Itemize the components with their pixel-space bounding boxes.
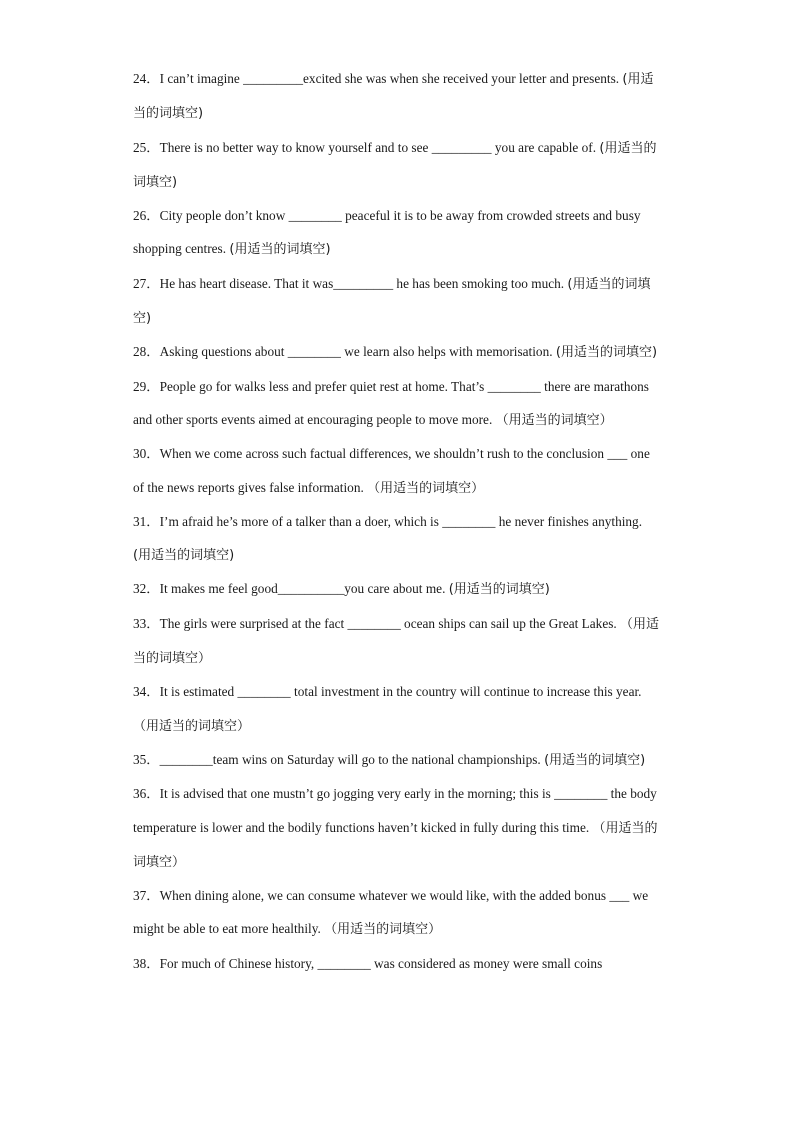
question-item: [133, 879, 663, 947]
answer-blank[interactable]: ________: [442, 513, 496, 529]
question-number: 38．: [133, 955, 160, 971]
question-text: team wins on Saturday will go to the national championships.: [212, 751, 545, 767]
question-item: [133, 607, 663, 676]
question-number: 37．: [133, 888, 160, 904]
question-text: we learn also helps with memorisation.: [340, 344, 556, 360]
question-text: he never finishes anything.: [495, 513, 643, 529]
answer-blank[interactable]: ________: [237, 684, 291, 700]
question-item: [133, 267, 663, 336]
question-text: we might be able to eat more healthily.: [133, 888, 649, 937]
question-number: 24．: [133, 71, 160, 86]
question-text: was considered as money were small coins: [370, 955, 603, 971]
question-item: [133, 437, 663, 505]
question-text: It makes me feel good: [159, 581, 278, 597]
instruction-hint: （用适当的词填空）: [133, 718, 251, 734]
answer-blank[interactable]: _________: [431, 139, 492, 155]
instruction-hint: (用适当的词填空): [133, 276, 651, 327]
instruction-hint: (用适当的词填空): [133, 548, 235, 564]
answer-blank[interactable]: ________: [317, 955, 371, 971]
question-text: For much of Chinese history,: [159, 955, 318, 971]
question-text: City people don’t know: [159, 208, 289, 224]
question-item: [133, 675, 663, 743]
question-number: 35．: [133, 751, 160, 767]
instruction-hint: (用适当的词填空): [133, 72, 654, 122]
question-item: [133, 62, 663, 131]
instruction-hint: （用适当的词填空）: [133, 616, 660, 667]
question-text: total investment in the country will continue to increase this year.: [290, 684, 642, 700]
answer-blank[interactable]: ________: [487, 378, 541, 394]
question-text: you care about me.: [344, 581, 449, 597]
answer-blank[interactable]: __________: [277, 581, 345, 597]
question-number: 32．: [133, 581, 160, 597]
question-text: When we come across such factual differences, we shouldn’t rush to the conclusion: [159, 446, 608, 462]
question-number: 34．: [133, 684, 160, 700]
answer-blank[interactable]: ________: [287, 344, 341, 360]
question-text: I can’t imagine: [159, 71, 244, 86]
question-number: 27．: [133, 275, 160, 291]
question-text: It is advised that one mustn’t go jogging very early in the morning; this is: [159, 786, 555, 802]
question-item: [133, 131, 663, 200]
answer-blank[interactable]: ___: [609, 888, 630, 904]
instruction-hint: (用适当的词填空): [133, 140, 657, 190]
question-number: 33．: [133, 615, 160, 631]
question-text: excited she was when she received your letter and presents.: [303, 71, 623, 86]
answer-blank[interactable]: ________: [347, 615, 401, 631]
question-item: [133, 199, 663, 267]
question-text: People go for walks less and prefer quiet rest at home. That’s: [159, 378, 488, 394]
question-item: [133, 335, 663, 369]
question-text: When dining alone, we can consume whatever we would like, with the added bonus: [159, 888, 610, 904]
question-text: there are marathons and other sports events aimed at encouraging people to move more.: [133, 378, 649, 427]
question-text: Asking questions about: [159, 344, 288, 360]
question-item: [133, 370, 663, 438]
instruction-hint: (用适当的词填空): [229, 242, 331, 258]
question-number: 31．: [133, 513, 160, 529]
instruction-hint: （用适当的词填空）: [495, 412, 613, 428]
question-number: 26．: [133, 208, 160, 224]
question-list: [133, 62, 663, 981]
instruction-hint: (用适当的词填空): [448, 582, 550, 598]
instruction-hint: (用适当的词填空): [555, 345, 658, 361]
question-text: one of the news reports gives false information.: [133, 446, 650, 495]
question-item: [133, 743, 663, 777]
instruction-hint: （用适当的词填空）: [133, 820, 658, 870]
question-number: 30．: [133, 446, 160, 462]
answer-blank[interactable]: _________: [333, 275, 394, 291]
question-text: ocean ships can sail up the Great Lakes.: [400, 615, 621, 631]
question-text: It is estimated: [159, 684, 238, 700]
instruction-hint: (用适当的词填空): [544, 752, 646, 768]
question-item: [133, 777, 663, 879]
answer-blank[interactable]: ___: [607, 446, 628, 462]
question-number: 28．: [133, 344, 160, 360]
instruction-hint: （用适当的词填空）: [367, 480, 485, 496]
answer-blank[interactable]: ________: [554, 786, 608, 802]
instruction-hint: （用适当的词填空）: [324, 922, 442, 938]
question-item: [133, 505, 663, 573]
question-number: 36．: [133, 786, 160, 802]
question-text: The girls were surprised at the fact: [159, 615, 348, 631]
question-number: 25．: [133, 139, 160, 155]
question-text: you are capable of.: [491, 139, 600, 155]
question-text: he has been smoking too much.: [393, 275, 568, 291]
question-text: I’m afraid he’s more of a talker than a doer, which is: [159, 513, 443, 529]
question-number: 29．: [133, 378, 160, 394]
question-text: He has heart disease. That it was: [159, 275, 334, 291]
question-item: [133, 947, 663, 981]
question-item: [133, 572, 663, 606]
answer-blank[interactable]: _________: [243, 71, 304, 86]
question-text: There is no better way to know yourself and to see: [159, 139, 432, 155]
question-text: the body temperature is lower and the bodily functions haven’t kicked in fully during this time.: [133, 786, 657, 835]
answer-blank[interactable]: ________: [288, 208, 342, 224]
answer-blank[interactable]: ________: [159, 751, 213, 767]
question-text: peaceful it is to be away from crowded streets and busy shopping centres.: [133, 208, 641, 257]
